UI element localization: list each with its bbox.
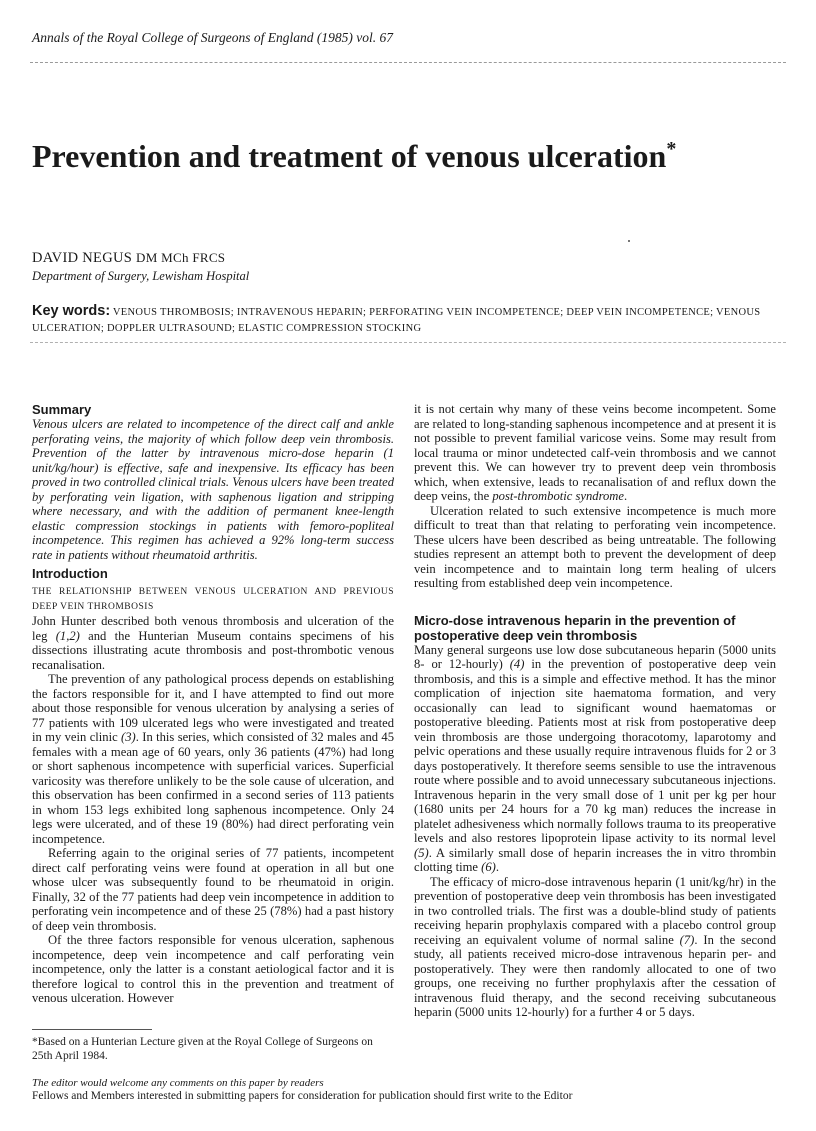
footnote: *Based on a Hunterian Lecture given at the Royal College of Surgeons on 25th April 1984. <box>32 1036 373 1062</box>
keywords-label: Key words: <box>32 303 111 319</box>
introduction-paragraph-4: Of the three factors responsible for venous ulceration, saphenous incompetence, deep vein incompetence and calf perforating vein incompetence, only the latter is a constant aetiological factor and it is therefore logical to control this in the prevention and treatment of venous ulceration. However <box>32 933 394 1005</box>
body-paragraph-1: it is not certain why many of these veins become incompetent. Some are related to long-standing saphenous incompetence and at present it is not possible to prevent familial varicose veins. Some may result from local trauma or minor undetected calf-vein thrombosis and we cannot prevent this. We can however try to prevent deep vein thrombosis which, when extensive, leads to recanalisation of and reflux down the deep veins, the post-thrombotic syndrome. <box>414 402 776 503</box>
body-paragraph-4: The efficacy of micro-dose intravenous heparin (1 unit/kg/hr) in the prevention of postoperative deep vein thrombosis has been investigated in two controlled trials. The first was a double-blind study of patients receiving heparin prophylaxis compared with a placebo control group receiving an equivalent volume of normal saline (7). In the second study, all patients received micro-dose intravenous heparin per- and postoperatively. They were then randomly allocated to one of two groups, one receiving no further prophylaxis after the cessation of intravenous fluid therapy, and the second receiving subcutaneous heparin (5000 units 12-hourly) for a further 4 or 5 days. <box>414 874 776 1019</box>
left-column <box>32 402 394 1006</box>
citation: (5) <box>414 845 429 860</box>
article-title <box>32 138 752 174</box>
speck <box>628 240 630 242</box>
author-affiliation: Department of Surgery, Lewisham Hospital <box>32 269 250 283</box>
keywords-list: VENOUS THROMBOSIS; INTRAVENOUS HEPARIN; PERFORATING VEIN INCOMPETENCE; DEEP VEIN INCOMPETENCE; VENOUS ULCERATION; DOPPLER ULTRASOUND; ELASTIC COMPRESSION STOCKING <box>32 307 761 334</box>
editor-note: The editor would welcome any comments on this paper by readers <box>32 1077 324 1089</box>
citation: (3) <box>121 730 136 744</box>
introduction-paragraph-1: John Hunter described both venous thrombosis and ulceration of the leg (1,2) and the Hunterian Museum contains specimens of his dissections illustrating acute thrombosis and post-thrombotic venous recanalisation. <box>32 614 394 672</box>
introduction-paragraph-2: The prevention of any pathological process depends on establishing the factors responsible for it, and I have attempted to find out more about those responsible for venous ulceration by analysing a series of 77 patients with 109 ulcerated legs who were investigated and treated in my vein clinic (3). In this series, which consisted of 32 males and 45 females with a mean age of 60 years, only 36 patients (47%) had long or short saphenous incompetence with superficial varices. Superficial varicosity was therefore unlikely to be the sole cause of ulceration, and this observation has been confirmed in a second series of 113 patients in whom 153 legs exhibited long saphenous incompetence. Only 24 legs were ulcerated, and of these 19 (80%) had direct perforating vein incompetence. <box>32 672 395 846</box>
introduction-heading: Introduction <box>32 566 108 581</box>
introduction-paragraph-3: Referring again to the original series of 77 patients, incompetent direct calf perforating veins were found at operation in all but one whose ulcer was subsequently found to be rheumatoid in origin. Finally, 32 of the 77 patients had deep vein incompetence in addition to perforating vein incompetence and of these 25 (78%) had a past history of deep vein thrombosis. <box>32 846 394 933</box>
right-column <box>414 402 776 1020</box>
summary-heading: Summary <box>32 402 92 417</box>
author-qualifications: DM MCh FRCS <box>136 250 226 265</box>
summary-text: Venous ulcers are related to incompetence of the direct calf and ankle perforating veins, the majority of which follow deep vein thrombosis. Prevention of the latter by intravenous micro-dose heparin (1 unit/kg/hour) is effective, safe and inexpensive. Its efficacy has been proved in two controlled clinical trials. Venous ulcers have been treated by perforating vein ligation, with saphenous ligation and stripping where necessary, and with the addition of permanent knee-length elastic compression stockings in patients with femoro-popliteal incompetence. This regimen has achieved a 92% long-term success rate in patients without rheumatoid arthritis. <box>32 417 394 562</box>
body-paragraph-3: Many general surgeons use low dose subcutaneous heparin (5000 units 8- or 12-hourly) (4) in the prevention of postoperative deep vein thrombosis, and this is a simple and effective method. It has the minor complication of injection site haematoma formation, and very occasionally can lead to significant wound haematomas or postoperative bleeding. Patients most at risk from postoperative deep vein thrombosis are those undergoing thoracotomy, laparotomy and pelvic operations and these usually require intravenous fluids for 2 or 3 days postoperatively. It therefore seems sensible to use the intravenous route where possible and to avoid unnecessary subcutaneous injections. Intravenous heparin in the very small dose of 1 unit per kg per hour (1680 units per 24 hours for a 70 kg man) reduces the increase in platelet adhesiveness which normally follows trauma to its preoperative levels and also restores lipoprotein lipase activity to its normal level (5). A similarly small dose of heparin increases the in vitro thrombin clotting time (6). <box>414 642 776 874</box>
citation: (7) <box>679 932 695 947</box>
fellows-note: Fellows and Members interested in submitting papers for consideration for publication should first write to the Editor <box>32 1090 573 1102</box>
citation: (6) <box>481 860 496 874</box>
journal-header: Annals of the Royal College of Surgeons of England (1985) vol. 67 <box>32 30 393 45</box>
body-paragraph-2: Ulceration related to such extensive incompetence is much more difficult to treat than that relating to perforating vein incompetence. These ulcers have been described as being untreatable. The following studies represent an attempt both to prevent the development of deep vein incompetence and to maintain long term healing of ulcers resulting from established deep vein incompetence. <box>414 503 776 590</box>
keywords <box>32 303 784 337</box>
title-footnote-mark: * <box>666 138 677 160</box>
title-text: Prevention and treatment of venous ulceration <box>32 138 667 174</box>
author-name: DAVID NEGUS <box>32 250 133 266</box>
citation: (4) <box>509 657 525 671</box>
footnote-rule <box>32 1029 152 1030</box>
header-rule <box>30 62 786 63</box>
author-line <box>32 250 225 267</box>
emphasis-term: post-thrombotic syndrome <box>492 489 624 503</box>
citation: (1,2) <box>55 628 80 643</box>
keywords-rule <box>30 342 786 343</box>
section-heading-heparin: Micro-dose intravenous heparin in the prevention of postoperative deep vein thrombosis <box>414 612 736 643</box>
introduction-subheading: THE RELATIONSHIP BETWEEN VENOUS ULCERATION AND PREVIOUS DEEP VEIN THROMBOSIS <box>32 587 394 612</box>
